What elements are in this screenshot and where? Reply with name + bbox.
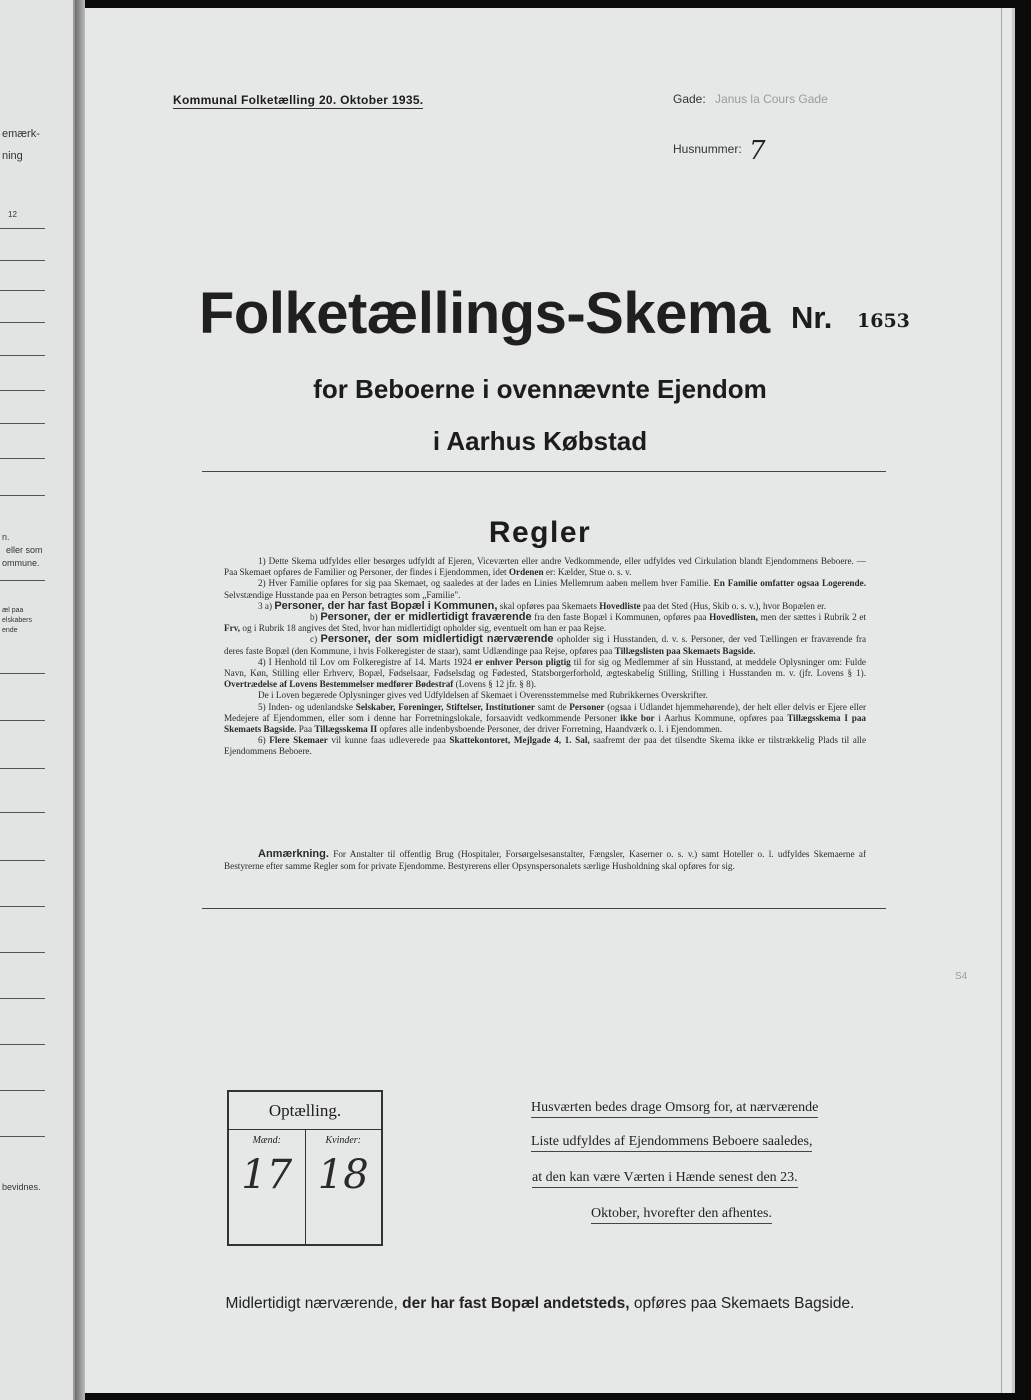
count-box-title: Optælling. bbox=[229, 1092, 381, 1130]
form-number-label: Nr. bbox=[791, 300, 833, 335]
men-column bbox=[229, 1130, 305, 1244]
left-rule bbox=[0, 906, 45, 907]
women-column bbox=[305, 1130, 382, 1244]
left-rule bbox=[0, 458, 45, 459]
rule-2: 2) Hver Familie opføres for sig paa Skemaet, og saaledes at der lades en Linies Mellemrum aaben mellem hver Familie. En Familie omfatter ogsaa Logerende. Selvstændige Husstande paa en Person betragtes som „Familie". bbox=[224, 578, 866, 600]
house-number-field bbox=[673, 130, 766, 166]
form-number-value: 1653 bbox=[857, 310, 910, 332]
men-count: 17 bbox=[241, 1152, 293, 1198]
notice-line: at den kan være Værten i Hænde senest den 23. bbox=[532, 1170, 798, 1188]
left-rule bbox=[0, 1044, 45, 1045]
rule-3b: b) Personer, der er midlertidigt fraværende fra den faste Bopæl i Kommunen, opføres paa Hovedlisten, men der sættes i Rubrik 2 et Frv, og i Rubrik 18 angives det Sted, hvor han midlertidigt opholder sig, eventuelt om han er paa Rejse. bbox=[224, 611, 866, 634]
left-rule bbox=[0, 673, 45, 674]
footer-note: Midlertidigt nærværende, der har fast Bopæl andetsteds, opføres paa Skemaets Bagside. bbox=[225, 1295, 855, 1312]
stray-mark: S4 bbox=[955, 971, 968, 982]
left-rule bbox=[0, 260, 45, 261]
women-count: 18 bbox=[317, 1152, 369, 1198]
count-box bbox=[227, 1090, 383, 1246]
house-number-value: 7 bbox=[749, 136, 766, 166]
rule-1: 1) Dette Skema udfyldes eller besørges udfyldt af Ejeren, Viceværten eller andre Vedkommende, eller udfyldes ved Cirkulation blandt Ejendommens Beboere. — Paa Skemaet opføres de Familier og Personer, der findes i Ejendommen, idet Ordenen er: Kælder, Stue o. s. v. bbox=[224, 556, 866, 578]
census-form-page bbox=[85, 8, 1015, 1393]
rules-heading: Regler bbox=[488, 516, 592, 549]
left-rule bbox=[0, 1090, 45, 1091]
rules-text bbox=[224, 556, 866, 758]
street-label: Gade: bbox=[673, 92, 706, 106]
left-fragment: æl paa bbox=[2, 607, 24, 614]
left-rule bbox=[0, 423, 45, 424]
left-rule bbox=[0, 495, 45, 496]
left-fragment: eller som bbox=[6, 545, 43, 555]
left-page-edge bbox=[0, 0, 75, 1400]
left-fragment: ning bbox=[2, 150, 23, 162]
form-title: Folketællings-Skema bbox=[199, 281, 770, 346]
left-fragment: ende bbox=[2, 627, 18, 634]
men-label: Mænd: bbox=[252, 1135, 281, 1146]
left-rule bbox=[0, 1136, 45, 1137]
left-fragment: 12 bbox=[8, 210, 17, 219]
street-field bbox=[673, 92, 828, 106]
census-header-title: Kommunal Folketælling 20. Oktober 1935. bbox=[173, 93, 424, 107]
rule-5: 5) Inden- og udenlandske Selskaber, Foreninger, Stiftelser, Institutioner samt de Personer (ogsaa i Udlandet hjemmehørende), der helt eller delvis er Ejere eller Medejere af Ejendommen, eller som i denne har Forretningslokale, forsaavidt vedkommende Personer ikke bor i Aarhus Kommune, opføres paa Tillægsskema I paa Skemaets Bagside. Paa Tillægsskema II opføres alle indenbysboende Personer, der driver Forretning, Haandværk o. l. i Ejendommen. bbox=[224, 701, 867, 735]
form-subtitle: for Beboerne i ovennævnte Ejendom bbox=[313, 374, 767, 404]
remark-text: For Anstalter til offentlig Brug (Hospitaler, Forsørgelsesanstalter, Fængsler, Kaserner o. s. v.) samt Hoteller o. l. udfyldes Skemaerne af Bestyrerne efter samme Regler som for private Ejendomme. Bestyrerens eller Opsynspersonalets særlige Husholdning skal opføres for sig. bbox=[224, 849, 867, 871]
remark-section bbox=[224, 848, 866, 872]
left-rule bbox=[0, 355, 45, 356]
left-fragment: emærk- bbox=[2, 128, 40, 140]
form-subtitle-city: i Aarhus Købstad bbox=[432, 426, 648, 456]
left-rule bbox=[0, 228, 45, 229]
left-fragment: elskabers bbox=[2, 617, 32, 624]
house-number-label: Husnummer: bbox=[673, 142, 742, 156]
left-rule bbox=[0, 322, 45, 323]
left-rule bbox=[0, 290, 45, 291]
page-gutter bbox=[75, 0, 85, 1400]
left-fragment: ommune. bbox=[2, 558, 40, 568]
left-rule bbox=[0, 390, 45, 391]
left-rule bbox=[0, 580, 45, 581]
left-fragment: bevidnes. bbox=[2, 1182, 41, 1192]
left-fragment: n. bbox=[2, 532, 10, 542]
rule-3c: c) Personer, der som midlertidigt nærværende opholder sig i Husstanden, d. v. s. Personer, der ved Tællingen er fraværende fra deres faste Bopæl (den Kommune, i hvis Folkeregister de staar), samt Udlændinge paa Rejse, opføres paa Tillægslisten paa Skemaets Bagside. bbox=[224, 633, 867, 656]
notice-line: Liste udfyldes af Ejendommens Beboere saaledes, bbox=[531, 1134, 812, 1152]
rule-6: 6) Flere Skemaer vil kunne faas udleverede paa Skattekontoret, Mejlgade 4, 1. Sal, saafremt der paa det tilsendte Skema ikke er tilstrækkelig Plads til alle Ejendommens Beboere. bbox=[224, 735, 867, 757]
left-rule bbox=[0, 998, 45, 999]
left-rule bbox=[0, 812, 45, 813]
women-label: Kvinder: bbox=[325, 1135, 362, 1146]
rule-4: 4) I Henhold til Lov om Folkeregistre af 14. Marts 1924 er enhver Person pligtig til for sig og Medlemmer af sin Husstand, at meddele Oplysninger om: Fulde Navn, Køn, Stilling eller Erhverv, Bopæl, Fødselsaar, Fødselsdag og Fødested, Statsborgerforhold, ægteskabelig Stilling, Stilling i Husstanden m. v. (jfr. Lovens § 1). Overtrædelse af Lovens Bestemmelser medfører Bødestraf (Lovens § 12 jfr. § 8). bbox=[224, 656, 866, 690]
divider bbox=[202, 471, 886, 472]
left-rule bbox=[0, 720, 45, 721]
street-value: Janus la Cours Gade bbox=[715, 92, 828, 106]
left-rule bbox=[0, 860, 45, 861]
remark-label: Anmærkning. bbox=[258, 848, 329, 860]
left-rule bbox=[0, 768, 45, 769]
rule-4-note: De i Loven begærede Oplysninger gives ved Udfyldelsen af Skemaet i Overensstemmelse med Rubrikkernes Overskrifter. bbox=[258, 690, 708, 701]
notice-line: Husværten bedes drage Omsorg for, at nærværende bbox=[531, 1100, 818, 1118]
left-rule bbox=[0, 952, 45, 953]
notice-line: Oktober, hvorefter den afhentes. bbox=[591, 1206, 772, 1224]
divider bbox=[202, 908, 886, 909]
rule-3a: 3 a) Personer, der har fast Bopæl i Kommunen, skal opføres paa Skemaets Hovedliste paa det Sted (Hus, Skib o. s. v.), hvor Bopælen er. bbox=[258, 599, 827, 612]
